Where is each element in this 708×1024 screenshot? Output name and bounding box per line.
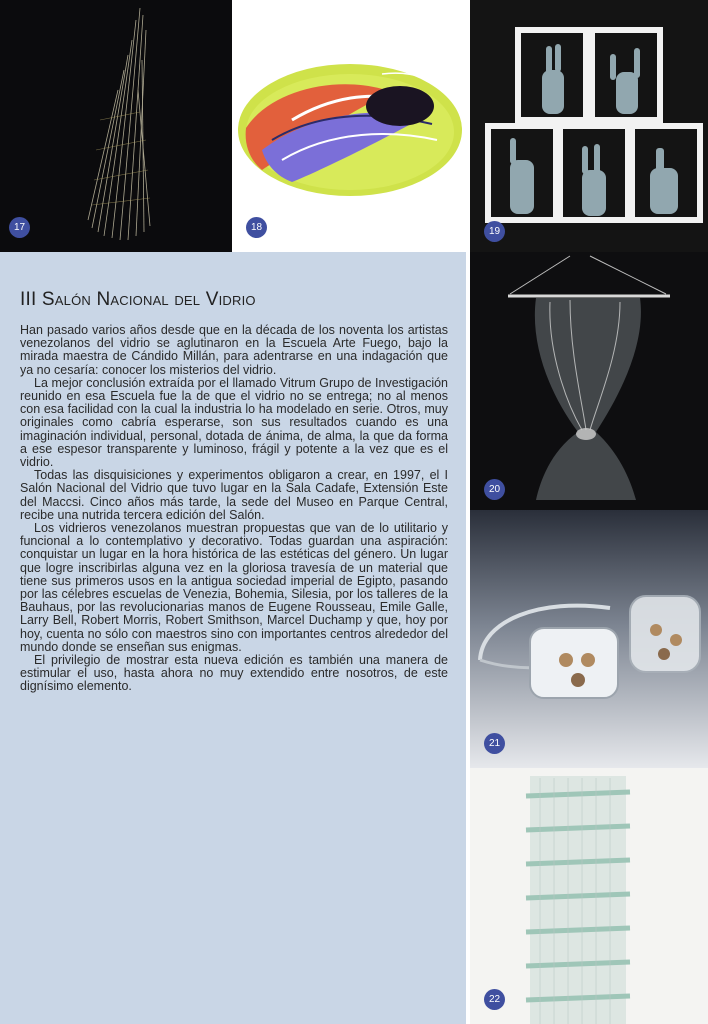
figure-badge-17: 17 (9, 217, 30, 238)
glass-drape-artwork (470, 252, 708, 510)
figure-badge-20: 20 (484, 479, 505, 500)
paragraph-5: El privilegio de mostrar esta nueva edición es también una manera de estimular el uso, hasta ahora no muy extendido entre nosotros, de este dignísimo elemento. (20, 653, 448, 694)
glass-bracelets-artwork (470, 510, 708, 768)
article-body (20, 324, 448, 694)
glass-rods-artwork (470, 768, 708, 1024)
photo-22 (470, 768, 708, 1024)
paragraph-2: La mejor conclusión extraída por el llamado Vitrum Grupo de Investigación reunido en esa Escuela fue la de que el vidrio no se entrega; no al menos con esa facilidad con la cual la industria lo ha modelado en serie. Otros, muy originales como cabría esperarse, son sus resultados cuando es una imaginación individual, personal, dotada de ánima, de alma, la que da forma a ese espesor transparente y luminoso, frágil y potente a la vez que es el vidrio. (20, 375, 448, 470)
glass-threads-artwork (0, 0, 232, 252)
paragraph-1: Han pasado varios años desde que en la década de los noventa los artistas venezolanos del vidrio se aglutinaron en la Escuela Arte Fuego, bajo la mirada maestra de Cándido Millán, para adentrarse en una indagación que ya no cesaría: conocer los misterios del vidrio. (20, 323, 448, 377)
title-roman: III (20, 289, 37, 310)
paragraph-4: Los vidrieros venezolanos muestran propuestas que van de lo utilitario y funcional a lo contemplativo y decorativo. Todas guardan una aspiración: conquistar un lugar en la hora histórica de las estéticas del género. Un lugar que logre inscribirlas alguna vez en la gloriosa travesía de un material que tiene sus primeros usos en la antigua sociedad imperial de Egipto, pasando por las célebres escuelas de Venezia, Bohemia, Silesia, por los talleres de la Bauhaus, por las revolucionarias manos de Eugene Rousseau, Emile Galle, Larry Bell, Robert Morris, Robert Smithson, Marcel Duchamp y que, hoy por hoy, cuenta no sólo con maestros sino con importantes centros alrededor del mundo donde se enseñan sus enigmas. (20, 521, 448, 654)
figure-badge-22: 22 (484, 989, 505, 1010)
photo-19 (470, 0, 708, 252)
figure-badge-21: 21 (484, 733, 505, 754)
glass-hands-artwork (470, 0, 708, 252)
photo-17 (0, 0, 232, 252)
figure-badge-19: 19 (484, 221, 505, 242)
paragraph-3: Todas las disquisiciones y experimentos obligaron a crear, en 1997, el I Salón Nacional del Vidrio que tuvo lugar en la Sala Cadafe, Extensión Este del Maccsi. Cinco años más tarde, la sede del Museo en Parque Central, recibe una nutrida tercera edición del Salón. (20, 468, 448, 522)
title-text: Salón Nacional del Vidrio (41, 289, 256, 310)
photo-21 (470, 510, 708, 768)
figure-badge-18: 18 (246, 217, 267, 238)
article-title (20, 289, 256, 311)
glass-plate-artwork (232, 0, 470, 252)
photo-20 (470, 252, 708, 510)
photo-18 (232, 0, 470, 252)
